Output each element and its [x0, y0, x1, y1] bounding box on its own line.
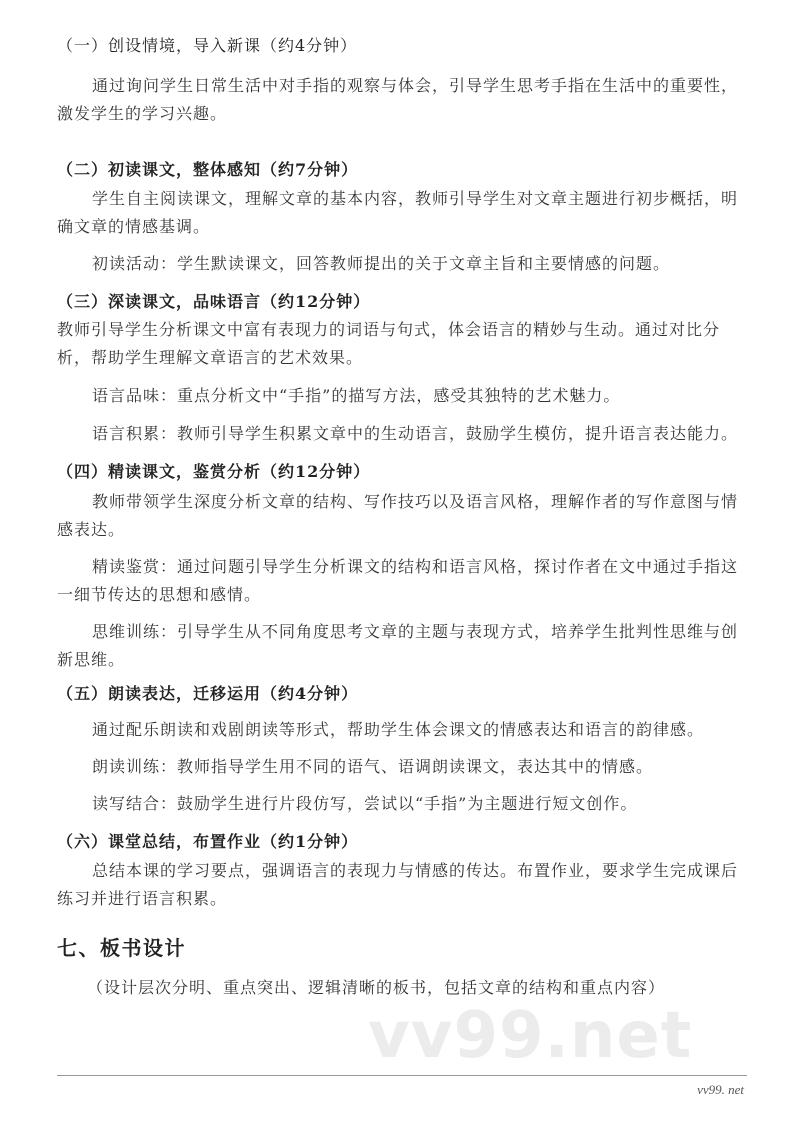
footer-site: vv99. net — [697, 1082, 744, 1097]
section-5-paragraph: 读写结合：鼓励学生进行片段仿写，尝试以“手指”为主题进行短文创作。 — [92, 794, 638, 813]
footer-divider — [57, 1075, 747, 1076]
section-3-heading: （三）深读课文，品味语言（约12分钟） — [57, 292, 371, 311]
section-7-heading: 七、板书设计 — [57, 936, 186, 960]
watermark: vv99.net — [368, 999, 693, 1073]
section-4-paragraph: 精读鉴赏：通过问题引导学生分析课文的结构和语言风格，探讨作者在文中通过手指这一细节传达的思想和感情。 — [57, 557, 739, 604]
section-2-heading: （二）初读课文，整体感知（约7分钟） — [57, 160, 359, 179]
section-3-paragraph: 语言品味：重点分析文中“手指”的描写方法，感受其独特的艺术魅力。 — [92, 386, 621, 405]
section-6-heading: （六）课堂总结，布置作业（约1分钟） — [57, 832, 359, 851]
section-2-paragraph: 学生自主阅读课文，理解文章的基本内容，教师引导学生对文章主题进行初步概括，明确文章的情感基调。 — [57, 189, 739, 236]
section-3-paragraph: 语言积累：教师引导学生积累文章中的生动语言，鼓励学生模仿，提升语言表达能力。 — [92, 424, 739, 443]
section-5-paragraph: 通过配乐朗读和戏剧朗读等形式，帮助学生体会课文的情感表达和语言的韵律感。 — [92, 720, 705, 739]
section-7-paragraph: （设计层次分明、重点突出、逻辑清晰的板书，包括文章的结构和重点内容） — [87, 978, 666, 997]
section-2-paragraph: 初读活动：学生默读课文，回答教师提出的关于文章主旨和主要情感的问题。 — [92, 254, 671, 273]
section-5-heading: （五）朗读表达，迁移运用（约4分钟） — [57, 684, 359, 703]
section-6-paragraph: 总结本课的学习要点，强调语言的表现力与情感的传达。布置作业，要求学生完成课后练习并进行语言积累。 — [57, 861, 739, 908]
document-body — [57, 32, 747, 1073]
section-4-heading: （四）精读课文，鉴赏分析（约12分钟） — [57, 462, 371, 481]
section-4-paragraph: 教师带领学生深度分析文章的结构、写作技巧以及语言风格，理解作者的写作意图与情感表达。 — [57, 492, 739, 539]
section-5-paragraph: 朗读训练：教师指导学生用不同的语气、语调朗读课文，表达其中的情感。 — [92, 757, 654, 776]
section-1-heading: （一）创设情境，导入新课（约4分钟） — [57, 36, 358, 55]
section-4-paragraph: 思维训练：引导学生从不同角度思考文章的主题与表现方式，培养学生批判性思维与创新思维。 — [57, 622, 739, 669]
section-1-paragraph: 通过询问学生日常生活中对手指的观察与体会，引导学生思考手指在生活中的重要性，激发学生的学习兴趣。 — [57, 76, 739, 123]
section-3-paragraph: 教师引导学生分析课文中富有表现力的词语与句式，体会语言的精妙与生动。通过对比分析，帮助学生理解文章语言的艺术效果。 — [57, 320, 721, 367]
